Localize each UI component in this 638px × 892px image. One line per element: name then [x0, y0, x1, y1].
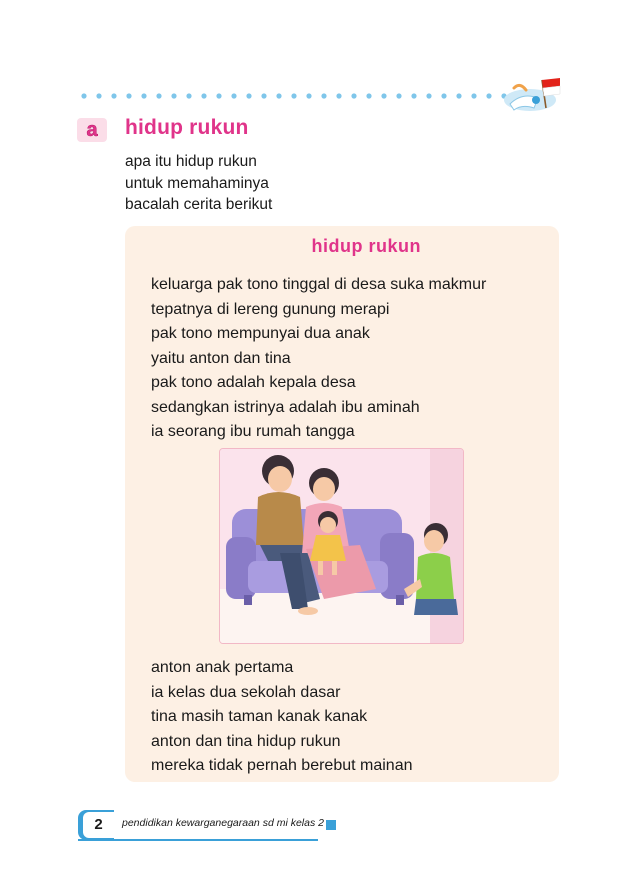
story-line: ia kelas dua sekolah dasar — [151, 683, 341, 701]
section-letter-badge: a — [77, 118, 107, 142]
story-line: tepatnya di lereng gunung merapi — [151, 300, 390, 318]
intro-line: untuk memahaminya — [125, 174, 269, 192]
story-paragraph-top — [151, 273, 486, 445]
story-line: anton dan tina hidup rukun — [151, 732, 341, 750]
story-line: pak tono adalah kepala desa — [151, 374, 356, 391]
header-dotted-rule — [80, 92, 510, 100]
story-line: tina masih taman kanak kanak — [151, 708, 368, 725]
story-line: mereka tidak pernah berebut mainan — [151, 757, 413, 774]
footer-square-icon — [326, 820, 336, 830]
story-line: anton anak pertama — [151, 659, 294, 676]
intro-text — [125, 151, 272, 216]
story-line: yaitu anton dan tina — [151, 349, 291, 367]
intro-line: apa itu hidup rukun — [125, 153, 257, 170]
story-line: keluarga pak tono tinggal di desa suka makmur — [151, 276, 487, 293]
story-title: hidup rukun — [311, 236, 421, 256]
section-title: hidup rukun — [125, 116, 249, 139]
intro-line: bacalah cerita berikut — [125, 196, 273, 213]
family-on-sofa-illustration — [219, 448, 464, 644]
page-number: 2 — [83, 812, 114, 838]
story-line: sedangkan istrinya adalah ibu aminah — [151, 398, 420, 416]
footer-rule — [78, 839, 318, 841]
story-line: pak tono mempunyai dua anak — [151, 325, 370, 342]
footer-book-title: pendidikan kewarganegaraan sd mi kelas 2 — [122, 817, 324, 829]
story-line: ia seorang ibu rumah tangga — [151, 423, 355, 440]
flag-decoration-icon — [500, 74, 562, 114]
story-paragraph-bottom — [151, 656, 413, 779]
